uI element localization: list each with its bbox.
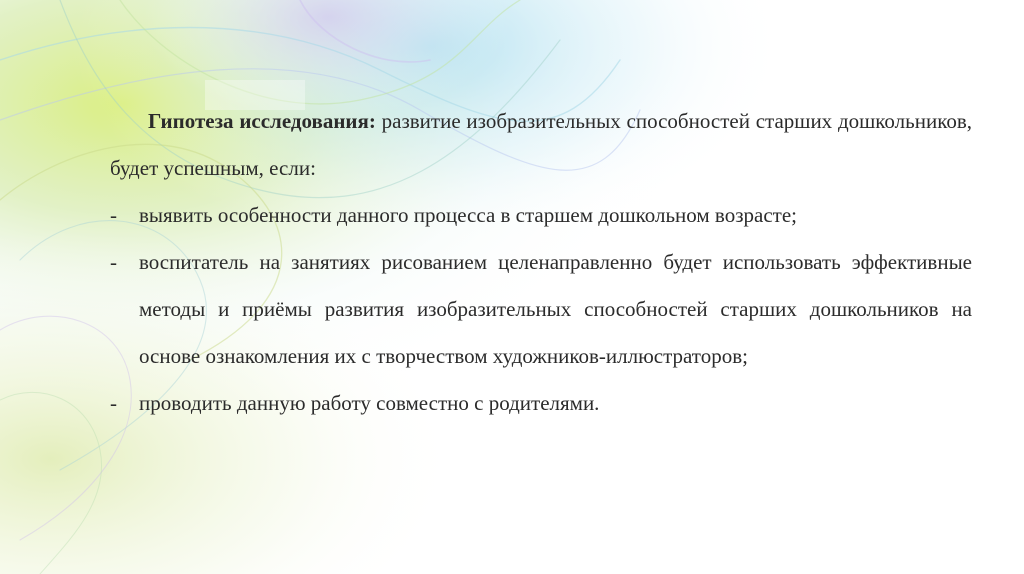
list-item-text: выявить особенности данного процесса в старшем дошкольном возрасте;	[139, 203, 797, 227]
bullet-marker: -	[110, 391, 117, 415]
list-item	[110, 239, 972, 380]
slide-content	[110, 98, 972, 427]
list-item	[110, 380, 972, 427]
list-item-text: воспитатель на занятиях рисованием целенаправленно будет использовать эффективные методы и приёмы развития изобразительных способностей старших дошкольников на основе ознакомления их с творчеством художников-иллюстраторов;	[139, 250, 972, 368]
bullet-marker: -	[110, 250, 117, 274]
hypothesis-paragraph	[110, 98, 972, 192]
bullet-marker: -	[110, 203, 117, 227]
list-item-text: проводить данную работу совместно с родителями.	[139, 391, 600, 415]
hypothesis-heading: Гипотеза исследования:	[148, 109, 376, 133]
list-item	[110, 192, 972, 239]
hypothesis-text: развитие изобразительных способностей старших дошкольников, будет успешным, если:	[110, 109, 972, 180]
